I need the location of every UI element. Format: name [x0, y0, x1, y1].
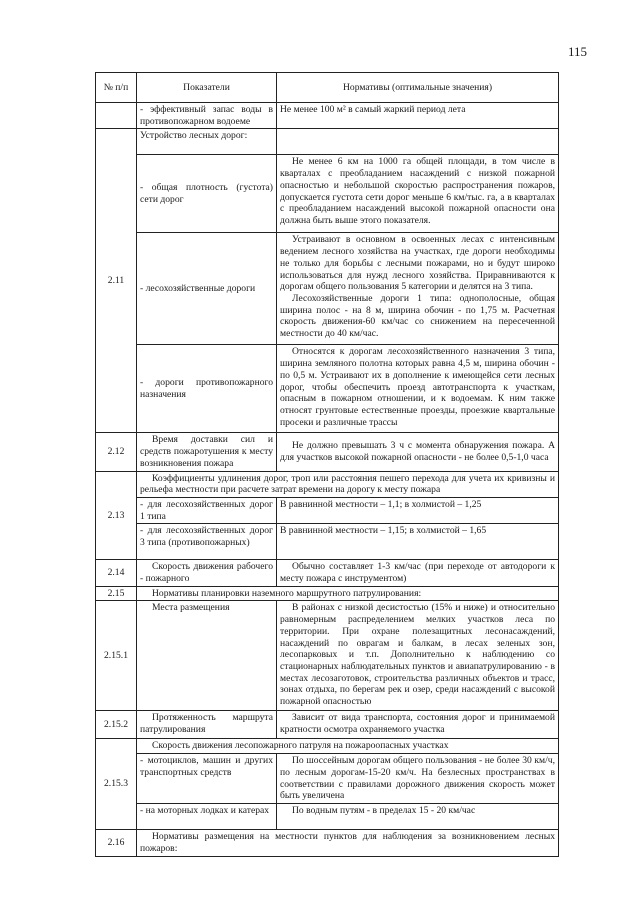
norm-text: Лесохозяйственные дороги 1 типа: однополосные, общая ширина полос - на 8 м, ширина обочин - по 1,75 м. Расчетная скорость движения-60 км/час со снижением на пересеченной местности до 40 км/час. [280, 292, 555, 340]
table-row [96, 155, 559, 233]
norm-cell: Не менее 100 м² в самый жаркий период лета [277, 103, 559, 129]
norm-cell [277, 754, 559, 804]
row-number: 2.11 [96, 129, 137, 433]
norm-text: По водным путям - в пределах 15 - 20 км/час [292, 805, 476, 817]
heading-text: Нормативы размещения на местности пунктов для наблюдения за возникновением лесных пожаров: [140, 831, 555, 854]
norm-cell [277, 345, 559, 433]
indicator-cell [137, 711, 277, 739]
indicator-cell: - общая плотность (густота) сети дорог [137, 155, 277, 233]
norm-cell: В равнинной местности – 1,1; в холмистой – 1,25 [277, 497, 559, 523]
table-row [96, 711, 559, 739]
norm-cell [277, 711, 559, 739]
norm-text: Устраивают в основном в освоенных лесах с интенсивным ведением лесного хозяйства на участках, где дороги необходимы не только для борьбы с лесными пожарами, но и будут широко использоваться для нужд лесного хозяйства. Приравниваются к дорогам общего пользования 5 категории и делятся на 3 типа. [280, 234, 555, 293]
table-row [96, 830, 559, 856]
table-header-row [96, 73, 559, 103]
row-number: 2.13 [96, 471, 137, 560]
norm-text: Обычно составляет 1-3 км/час (при переходе от автодороги к месту пожара с инструментом) [280, 561, 555, 585]
norm-text: Относятся к дорогам лесохозяйственного назначения 3 типа, ширина земляного полотна которых равна 4,5 м, ширина обочин - по 0,5 м. Устраивают их в дополнение к имеющейся сети лесных дорог, чтобы обеспечить проезд автотранспорта к участкам, опасным в пожарном отношении, и к водоемам. К ним также относят грунтовые естественные проезды, проезжие квартальные просеки и различные трассы [280, 346, 555, 428]
merged-heading [137, 830, 559, 856]
row-number: 2.14 [96, 560, 137, 586]
indicator-cell [137, 601, 277, 711]
norm-cell [277, 433, 559, 471]
row-number: 2.15 [96, 586, 137, 601]
indicator-cell: - дороги противопожарного назначения [137, 345, 277, 433]
norm-cell [277, 601, 559, 711]
table-row [96, 103, 559, 129]
table-row [96, 601, 559, 711]
table-row [96, 471, 559, 497]
table-row [96, 129, 559, 155]
row-number: 2.12 [96, 433, 137, 471]
table-row [96, 804, 559, 830]
page-number: 115 [568, 44, 588, 59]
table-row [96, 233, 559, 345]
indicator-cell [137, 433, 277, 471]
norm-text: Не менее 6 км на 1000 га общей площади, в том числе в кварталах с преобладанием насаждений с низкой пожарной опасностью и небольшой скоростью распространения пожаров, допускается густота сети дорог меньше 6 км/тыс. га, а в кварталах с преобладанием насаждений высокой пожарной опасности она должна быть выше этого показателя. [280, 156, 555, 226]
norm-text: Зависит от вида транспорта, состояния дорог и принимаемой кратности осмотра охраняемого участка [280, 712, 555, 736]
norm-cell [277, 233, 559, 345]
heading-text: Скорость движения лесопожарного патруля на пожароопасных участках [152, 740, 449, 752]
indicator-text: Протяженность маршрута патрулирования [140, 712, 273, 736]
norms-table [95, 72, 559, 857]
table-row [96, 739, 559, 754]
indicator-text: Время доставки сил и средств пожаротушения к месту возникновения пожара [140, 434, 273, 469]
norm-cell [277, 155, 559, 233]
indicator-cell: - для лесохозяйственных дорог 3 типа (противопожарных) [137, 524, 277, 560]
row-number: 2.15.2 [96, 711, 137, 739]
norm-cell [277, 560, 559, 586]
table-row [96, 524, 559, 560]
table-row [96, 497, 559, 523]
header-norm: Нормативы (оптимальные значения) [277, 73, 559, 103]
table-row [96, 560, 559, 586]
empty-norm-cell [277, 129, 559, 155]
merged-heading [137, 586, 559, 601]
row-number: 2.16 [96, 830, 137, 856]
indicator-text: Скорость движения рабочего - пожарного [140, 561, 273, 585]
heading-text: Нормативы планировки наземного маршрутного патрулирования: [152, 587, 422, 599]
row-number: 2.15.1 [96, 601, 137, 711]
indicator-cell: - на моторных лодках и катерах [137, 804, 277, 830]
indicator-text: Места размещения [152, 602, 230, 614]
indicator-cell [137, 560, 277, 586]
norm-text: В районах с низкой десистостью (15% и ниже) и относительно равномерным распределением мелких участков леса по территории. При охране полезащитных лесонасаждений, насаждений по оврагам и балкам, в лесах зеленых зон, лесопарковых и т.п. Дополнительно к наблюдению со стационарных наблюдательных пунктов и авиапатрулированию - в местах лесозаготовок, строительства различных объектов и трасс, зонах отдыха, по берегам рек и озер, среди насаждений с высокой пожарной опасностью [280, 602, 555, 708]
merged-heading [137, 739, 559, 754]
table-row [96, 586, 559, 601]
table-row [96, 754, 559, 804]
row-number: 2.15.3 [96, 739, 137, 830]
norm-cell [277, 804, 559, 830]
heading-text: Коэффициенты удлинения дорог, троп или расстояния пешего перехода для учета их кривизны и рельефа местности при расчете затрат времени на дорогу к месту пожара [140, 472, 555, 496]
table-row [96, 345, 559, 433]
merged-heading [137, 471, 559, 497]
indicator-cell: - эффективный запас воды в противопожарном водоеме [137, 103, 277, 129]
norm-cell: В равнинной местности – 1,15; в холмистой – 1,65 [277, 524, 559, 560]
indicator-cell: - для лесохозяйственных дорог 1 типа [137, 497, 277, 523]
empty-num-cell [96, 103, 137, 129]
table-row [96, 433, 559, 471]
indicator-cell: - мотоциклов, машин и других транспортных средств [137, 754, 277, 804]
header-indicator: Показатели [137, 73, 277, 103]
norm-text: По шоссейным дорогам общего пользования - не более 30 км/ч, по лесным дорогам-15-20 км/ч. На безлесных пространствах в соответствии с правилами дорожного движения скорость может быть увеличена [280, 755, 555, 802]
indicator-cell: - лесохозяйственные дороги [137, 233, 277, 345]
header-num: № п/п [96, 73, 137, 103]
norm-text: Не должно превышать 3 ч с момента обнаружения пожара. А для участков высокой пожарной опасности - не более 0,5-1,0 часа [280, 440, 555, 463]
section-heading: Устройство лесных дорог: [137, 129, 277, 155]
